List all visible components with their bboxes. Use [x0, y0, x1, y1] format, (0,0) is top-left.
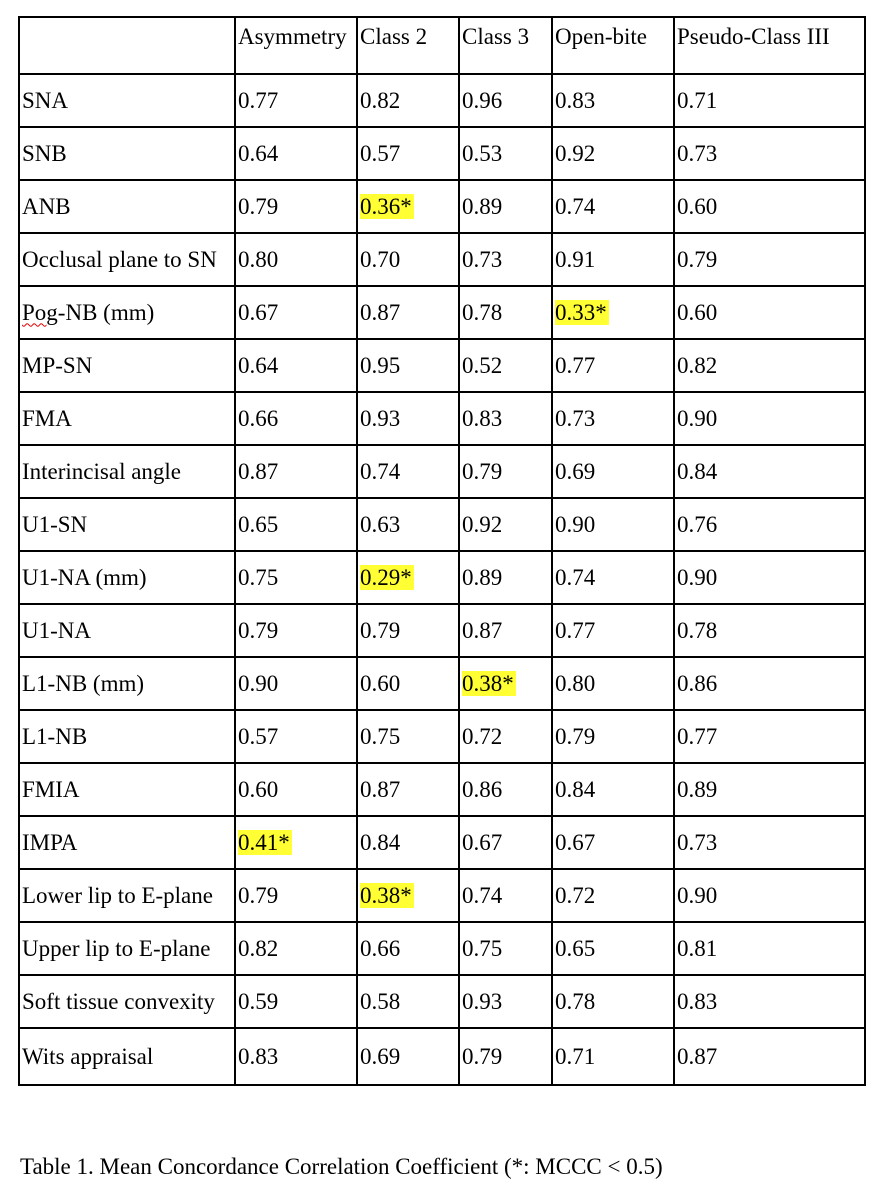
- cell-value: 0.96: [462, 87, 503, 113]
- cell-value: 0.79: [462, 458, 503, 484]
- cell-value: 0.89: [462, 193, 503, 219]
- value-cell: [552, 286, 674, 339]
- value-cell: [459, 233, 552, 286]
- row-label-cell: [19, 286, 235, 339]
- flagged-value: 0.29*: [360, 564, 412, 590]
- table-row: [19, 975, 865, 1028]
- value-cell: [552, 127, 674, 180]
- header-cell-empty: [19, 17, 235, 74]
- row-label-cell: [19, 869, 235, 922]
- cell-value: 0.79: [555, 723, 596, 749]
- cell-value: 0.82: [238, 935, 279, 961]
- cell-value: 0.73: [677, 829, 718, 855]
- cell-value: 0.87: [360, 299, 401, 325]
- table-body: [19, 17, 865, 1085]
- mccc-table: [18, 16, 866, 1086]
- cell-value: 0.66: [238, 405, 279, 431]
- value-cell: [357, 445, 459, 498]
- cell-value: 0.83: [462, 405, 503, 431]
- cell-value: 0.80: [555, 670, 596, 696]
- cell-value: 0.87: [238, 458, 279, 484]
- row-label: MP-SN: [22, 352, 93, 378]
- cell-value: 0.58: [360, 988, 401, 1014]
- cell-value: 0.63: [360, 511, 401, 537]
- value-cell: [357, 604, 459, 657]
- value-cell: [235, 869, 357, 922]
- flagged-value: 0.38*: [462, 670, 514, 696]
- value-cell: [357, 233, 459, 286]
- value-cell: [459, 816, 552, 869]
- value-cell: [235, 392, 357, 445]
- row-label: IMPA: [22, 829, 78, 855]
- value-cell: [459, 763, 552, 816]
- row-label-cell: [19, 445, 235, 498]
- row-label: ANB: [22, 193, 71, 219]
- value-cell: [459, 392, 552, 445]
- value-cell: [235, 657, 357, 710]
- cell-value: 0.93: [462, 988, 503, 1014]
- cell-value: 0.64: [238, 140, 279, 166]
- value-cell: [552, 498, 674, 551]
- cell-value: 0.90: [555, 511, 596, 537]
- value-cell: [552, 763, 674, 816]
- table-row: [19, 233, 865, 286]
- value-cell: [357, 657, 459, 710]
- row-label: Pog-NB (mm): [22, 299, 155, 325]
- value-cell: [357, 551, 459, 604]
- cell-value: 0.81: [677, 935, 718, 961]
- cell-value: 0.82: [677, 352, 718, 378]
- value-cell: [459, 657, 552, 710]
- value-cell: [357, 816, 459, 869]
- value-cell: [357, 339, 459, 392]
- value-cell: [552, 710, 674, 763]
- value-cell: [357, 922, 459, 975]
- value-cell: [674, 392, 865, 445]
- cell-value: 0.72: [462, 723, 503, 749]
- header-cell-class-3: Class 3: [459, 17, 552, 74]
- value-cell: [459, 1028, 552, 1085]
- value-cell: [674, 339, 865, 392]
- value-cell: [459, 498, 552, 551]
- value-cell: [235, 233, 357, 286]
- value-cell: [459, 869, 552, 922]
- value-cell: [357, 869, 459, 922]
- value-cell: [235, 604, 357, 657]
- cell-value: 0.73: [462, 246, 503, 272]
- spellcheck-underline: Pog: [22, 299, 58, 325]
- cell-value: 0.57: [360, 140, 401, 166]
- table-row: [19, 816, 865, 869]
- value-cell: [674, 604, 865, 657]
- row-label: L1-NB (mm): [22, 670, 145, 696]
- row-label: Soft tissue convexity: [22, 988, 215, 1014]
- value-cell: [674, 445, 865, 498]
- value-cell: [674, 922, 865, 975]
- table-row: [19, 180, 865, 233]
- cell-value: 0.77: [555, 617, 596, 643]
- cell-value: 0.60: [677, 193, 718, 219]
- row-label-cell: [19, 498, 235, 551]
- value-cell: [235, 710, 357, 763]
- row-label: Interincisal angle: [22, 458, 182, 484]
- value-cell: [552, 869, 674, 922]
- cell-value: 0.83: [238, 1043, 279, 1069]
- row-label: Upper lip to E-plane: [22, 935, 211, 961]
- row-label-cell: [19, 551, 235, 604]
- cell-value: 0.84: [360, 829, 401, 855]
- value-cell: [235, 922, 357, 975]
- value-cell: [674, 816, 865, 869]
- value-cell: [552, 1028, 674, 1085]
- cell-value: 0.53: [462, 140, 503, 166]
- table-row: [19, 445, 865, 498]
- value-cell: [674, 869, 865, 922]
- value-cell: [357, 498, 459, 551]
- cell-value: 0.91: [555, 246, 596, 272]
- cell-value: 0.90: [238, 670, 279, 696]
- cell-value: 0.59: [238, 988, 279, 1014]
- value-cell: [552, 180, 674, 233]
- cell-value: 0.79: [462, 1043, 503, 1069]
- cell-value: 0.80: [238, 246, 279, 272]
- value-cell: [235, 286, 357, 339]
- table-row: [19, 498, 865, 551]
- cell-value: 0.57: [238, 723, 279, 749]
- row-label: FMA: [22, 405, 72, 431]
- value-cell: [674, 1028, 865, 1085]
- value-cell: [674, 286, 865, 339]
- value-cell: [552, 74, 674, 127]
- header-cell-pseudo-class-iii: Pseudo-Class III: [674, 17, 865, 74]
- value-cell: [552, 816, 674, 869]
- table-row: [19, 74, 865, 127]
- value-cell: [357, 392, 459, 445]
- table-row: [19, 657, 865, 710]
- cell-value: 0.89: [462, 564, 503, 590]
- cell-value: 0.76: [677, 511, 718, 537]
- cell-value: 0.67: [238, 299, 279, 325]
- cell-value: 0.71: [677, 87, 718, 113]
- cell-value: 0.87: [360, 776, 401, 802]
- value-cell: [674, 498, 865, 551]
- cell-value: 0.77: [677, 723, 718, 749]
- cell-value: 0.92: [462, 511, 503, 537]
- row-label: Lower lip to E-plane: [22, 882, 213, 908]
- cell-value: 0.89: [677, 776, 718, 802]
- row-label: U1-NA: [22, 617, 91, 643]
- row-label: Wits appraisal: [22, 1043, 154, 1069]
- cell-value: 0.79: [677, 246, 718, 272]
- value-cell: [459, 445, 552, 498]
- value-cell: [552, 392, 674, 445]
- value-cell: [357, 1028, 459, 1085]
- cell-value: 0.78: [462, 299, 503, 325]
- value-cell: [235, 551, 357, 604]
- value-cell: [674, 180, 865, 233]
- value-cell: [552, 445, 674, 498]
- cell-value: 0.84: [555, 776, 596, 802]
- value-cell: [674, 763, 865, 816]
- header-cell-open-bite: Open-bite: [552, 17, 674, 74]
- value-cell: [357, 74, 459, 127]
- cell-value: 0.52: [462, 352, 503, 378]
- cell-value: 0.93: [360, 405, 401, 431]
- row-label: U1-SN: [22, 511, 88, 537]
- row-label-cell: [19, 816, 235, 869]
- header-cell-asymmetry: Asymmetry: [235, 17, 357, 74]
- value-cell: [357, 127, 459, 180]
- value-cell: [459, 604, 552, 657]
- flagged-value: 0.38*: [360, 882, 412, 908]
- table-row: [19, 339, 865, 392]
- cell-value: 0.83: [677, 988, 718, 1014]
- value-cell: [552, 975, 674, 1028]
- cell-value: 0.77: [238, 87, 279, 113]
- row-label-cell: [19, 1028, 235, 1085]
- cell-value: 0.74: [555, 564, 596, 590]
- row-label-cell: [19, 975, 235, 1028]
- cell-value: 0.74: [555, 193, 596, 219]
- value-cell: [357, 710, 459, 763]
- row-label: SNA: [22, 87, 69, 113]
- value-cell: [552, 233, 674, 286]
- table-row: [19, 286, 865, 339]
- table-row: [19, 604, 865, 657]
- table-row: [19, 551, 865, 604]
- value-cell: [674, 233, 865, 286]
- cell-value: 0.90: [677, 882, 718, 908]
- cell-value: 0.79: [360, 617, 401, 643]
- value-cell: [552, 339, 674, 392]
- row-label-cell: [19, 657, 235, 710]
- value-cell: [674, 657, 865, 710]
- value-cell: [235, 975, 357, 1028]
- value-cell: [459, 286, 552, 339]
- value-cell: [459, 922, 552, 975]
- flagged-value: 0.36*: [360, 193, 412, 219]
- table-row: [19, 392, 865, 445]
- cell-value: 0.87: [462, 617, 503, 643]
- value-cell: [235, 339, 357, 392]
- value-cell: [235, 127, 357, 180]
- value-cell: [552, 657, 674, 710]
- flagged-value: 0.41*: [238, 829, 290, 855]
- cell-value: 0.95: [360, 352, 401, 378]
- cell-value: 0.84: [677, 458, 718, 484]
- cell-value: 0.90: [677, 405, 718, 431]
- flagged-value: 0.33*: [555, 299, 607, 325]
- row-label-cell: [19, 233, 235, 286]
- cell-value: 0.65: [238, 511, 279, 537]
- value-cell: [459, 127, 552, 180]
- value-cell: [357, 286, 459, 339]
- value-cell: [235, 763, 357, 816]
- cell-value: 0.72: [555, 882, 596, 908]
- cell-value: 0.70: [360, 246, 401, 272]
- cell-value: 0.87: [677, 1043, 718, 1069]
- table-row: [19, 1028, 865, 1085]
- cell-value: 0.78: [677, 617, 718, 643]
- value-cell: [459, 710, 552, 763]
- row-label-cell: [19, 922, 235, 975]
- table-row: [19, 869, 865, 922]
- cell-value: 0.67: [462, 829, 503, 855]
- table-container: [18, 16, 866, 1086]
- value-cell: [235, 1028, 357, 1085]
- row-label: L1-NB: [22, 723, 88, 749]
- value-cell: [235, 445, 357, 498]
- table-caption: Table 1. Mean Concordance Correlation Coefficient (*: MCCC < 0.5): [20, 1154, 663, 1179]
- value-cell: [357, 763, 459, 816]
- cell-value: 0.69: [360, 1043, 401, 1069]
- value-cell: [674, 710, 865, 763]
- cell-value: 0.66: [360, 935, 401, 961]
- cell-value: 0.74: [462, 882, 503, 908]
- cell-value: 0.86: [462, 776, 503, 802]
- row-label-cell: [19, 127, 235, 180]
- table-row: [19, 922, 865, 975]
- row-label: Occlusal plane to SN: [22, 246, 217, 272]
- cell-value: 0.77: [555, 352, 596, 378]
- cell-value: 0.73: [677, 140, 718, 166]
- row-label-cell: [19, 392, 235, 445]
- value-cell: [459, 339, 552, 392]
- row-label-cell: [19, 339, 235, 392]
- cell-value: 0.64: [238, 352, 279, 378]
- value-cell: [459, 180, 552, 233]
- value-cell: [235, 498, 357, 551]
- value-cell: [235, 816, 357, 869]
- cell-value: 0.82: [360, 87, 401, 113]
- cell-value: 0.60: [360, 670, 401, 696]
- value-cell: [552, 922, 674, 975]
- value-cell: [552, 551, 674, 604]
- row-label-cell: [19, 74, 235, 127]
- header-cell-class-2: Class 2: [357, 17, 459, 74]
- cell-value: 0.73: [555, 405, 596, 431]
- value-cell: [674, 975, 865, 1028]
- cell-value: 0.71: [555, 1043, 596, 1069]
- value-cell: [235, 180, 357, 233]
- cell-value: 0.65: [555, 935, 596, 961]
- cell-value: 0.60: [677, 299, 718, 325]
- cell-value: 0.86: [677, 670, 718, 696]
- cell-value: 0.78: [555, 988, 596, 1014]
- row-label-cell: [19, 710, 235, 763]
- value-cell: [357, 180, 459, 233]
- table-row: [19, 710, 865, 763]
- value-cell: [459, 975, 552, 1028]
- cell-value: 0.90: [677, 564, 718, 590]
- header-row: [19, 17, 865, 74]
- value-cell: [459, 74, 552, 127]
- cell-value: 0.75: [462, 935, 503, 961]
- value-cell: [674, 127, 865, 180]
- cell-value: 0.83: [555, 87, 596, 113]
- cell-value: 0.75: [238, 564, 279, 590]
- row-label-cell: [19, 180, 235, 233]
- row-label: U1-NA (mm): [22, 564, 147, 590]
- row-label: SNB: [22, 140, 67, 166]
- cell-value: 0.69: [555, 458, 596, 484]
- cell-value: 0.79: [238, 882, 279, 908]
- cell-value: 0.79: [238, 193, 279, 219]
- value-cell: [552, 604, 674, 657]
- row-label-cell: [19, 604, 235, 657]
- value-cell: [674, 74, 865, 127]
- cell-value: 0.92: [555, 140, 596, 166]
- value-cell: [357, 975, 459, 1028]
- value-cell: [674, 551, 865, 604]
- cell-value: 0.67: [555, 829, 596, 855]
- value-cell: [459, 551, 552, 604]
- table-row: [19, 127, 865, 180]
- cell-value: 0.79: [238, 617, 279, 643]
- row-label-cell: [19, 763, 235, 816]
- table-row: [19, 763, 865, 816]
- value-cell: [235, 74, 357, 127]
- row-label: FMIA: [22, 776, 80, 802]
- cell-value: 0.75: [360, 723, 401, 749]
- cell-value: 0.60: [238, 776, 279, 802]
- cell-value: 0.74: [360, 458, 401, 484]
